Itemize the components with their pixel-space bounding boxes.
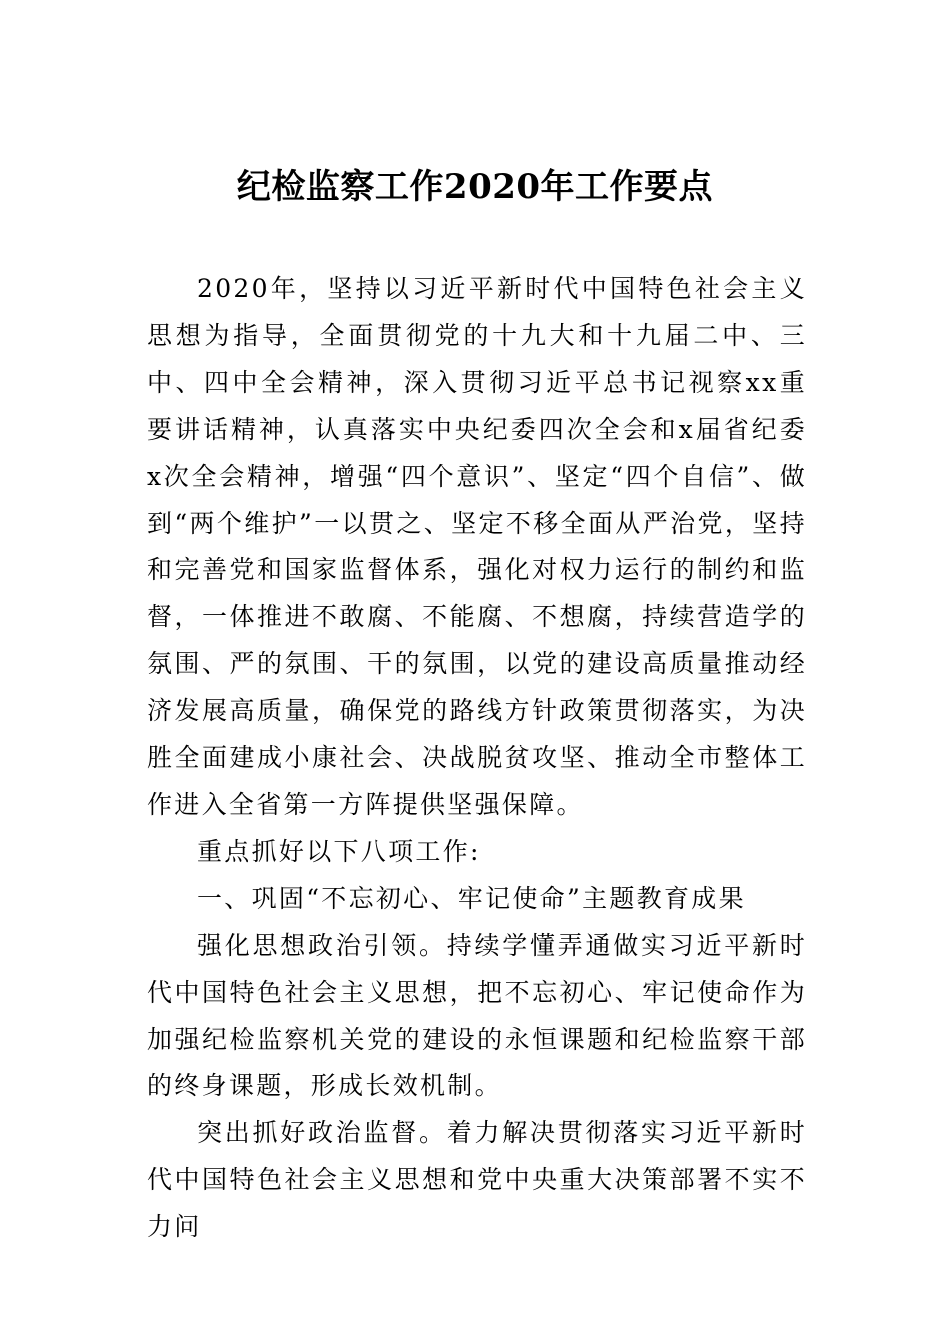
paragraph-intro: 2020年，坚持以习近平新时代中国特色社会主义思想为指导，全面贯彻党的十九大和十九届二中、三中、四中全会精神，深入贯彻习近平总书记视察xx重要讲话精神，认真落实中央纪委四次全会和x届省纪委x次全会精神，增强“四个意识”、坚定“四个自信”、做到“两个维护”一以贯之、坚定不移全面从严治党，坚持和完善党和国家监督体系，强化对权力运行的制约和监督，一体推进不敢腐、不能腐、不想腐，持续营造学的氛围、严的氛围、干的氛围，以党的建设高质量推动经济发展高质量，确保党的路线方针政策贯彻落实，为决胜全面建成小康社会、决战脱贫攻坚、推动全市整体工作进入全省第一方阵提供坚强保障。	[147, 274, 807, 819]
document-title: 纪检监察工作2020年工作要点	[236, 167, 714, 207]
paragraph-key-tasks: 重点抓好以下八项工作:	[197, 836, 481, 866]
paragraph-political-supervision: 突出抓好政治监督。着力解决贯彻落实习近平新时代中国特色社会主义思想和党中央重大决策部署不实不力问	[147, 1118, 807, 1242]
document-body	[147, 266, 807, 1251]
section-heading-1: 一、巩固“不忘初心、牢记使命”主题教育成果	[197, 883, 746, 913]
paragraph-ideology: 强化思想政治引领。持续学懂弄通做实习近平新时代中国特色社会主义思想，把不忘初心、牢记使命作为加强纪检监察机关党的建设的永恒课题和纪检监察干部的终身课题，形成长效机制。	[147, 930, 807, 1101]
